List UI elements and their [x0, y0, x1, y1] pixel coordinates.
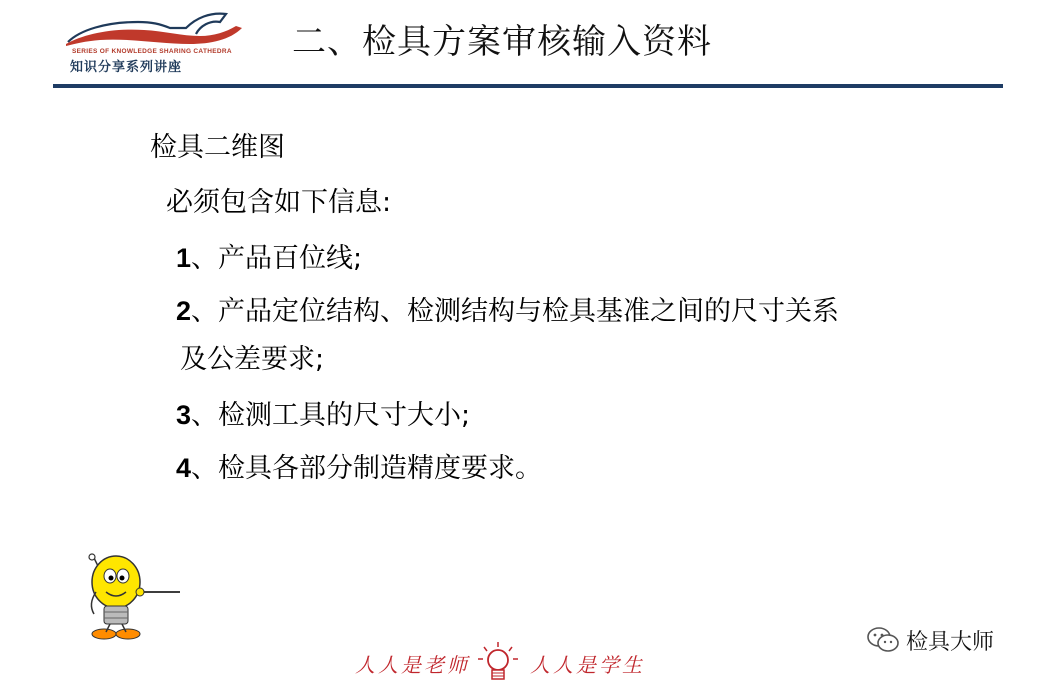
item-text: 、产品定位结构、检测结构与检具基准之间的尺寸关系: [191, 296, 840, 327]
list-item: [176, 289, 839, 328]
item-text: 、检测工具的尺寸大小;: [191, 400, 471, 431]
watermark-text: 检具大师: [906, 629, 995, 655]
company-logo: [60, 6, 250, 78]
car-silhouette-icon: [60, 6, 250, 50]
footer-right-slogan: 人人是学生: [530, 652, 645, 677]
item-number: 1: [176, 243, 192, 273]
footer-left-slogan: 人人是老师: [355, 652, 470, 677]
item-text: 及公差要求;: [180, 344, 325, 375]
lightbulb-mascot-icon: [80, 552, 192, 648]
item-text: 、产品百位线;: [191, 243, 363, 274]
slide-title: 二、检具方案审核输入资料: [292, 22, 712, 62]
list-item: [176, 393, 470, 432]
list-item: [176, 446, 542, 485]
section-heading: 检具二维图: [150, 132, 285, 163]
footer-slogan: [355, 640, 645, 686]
wechat-icon: [866, 626, 900, 654]
list-item: [176, 236, 362, 275]
title-divider: [53, 84, 1003, 88]
logo-chinese-text: 知识分享系列讲座: [70, 60, 183, 75]
watermark: [866, 625, 994, 655]
item-text: 、检具各部分制造精度要求。: [191, 453, 543, 484]
item-number: 4: [176, 453, 192, 483]
logo-english-text: SERIES OF KNOWLEDGE SHARING CATHEDRA: [72, 48, 232, 55]
item-number: 3: [176, 400, 192, 430]
list-item-continuation: [180, 337, 324, 376]
lightbulb-icon: [476, 641, 520, 685]
item-number: 2: [176, 296, 192, 326]
intro-text: 必须包含如下信息:: [166, 187, 392, 218]
